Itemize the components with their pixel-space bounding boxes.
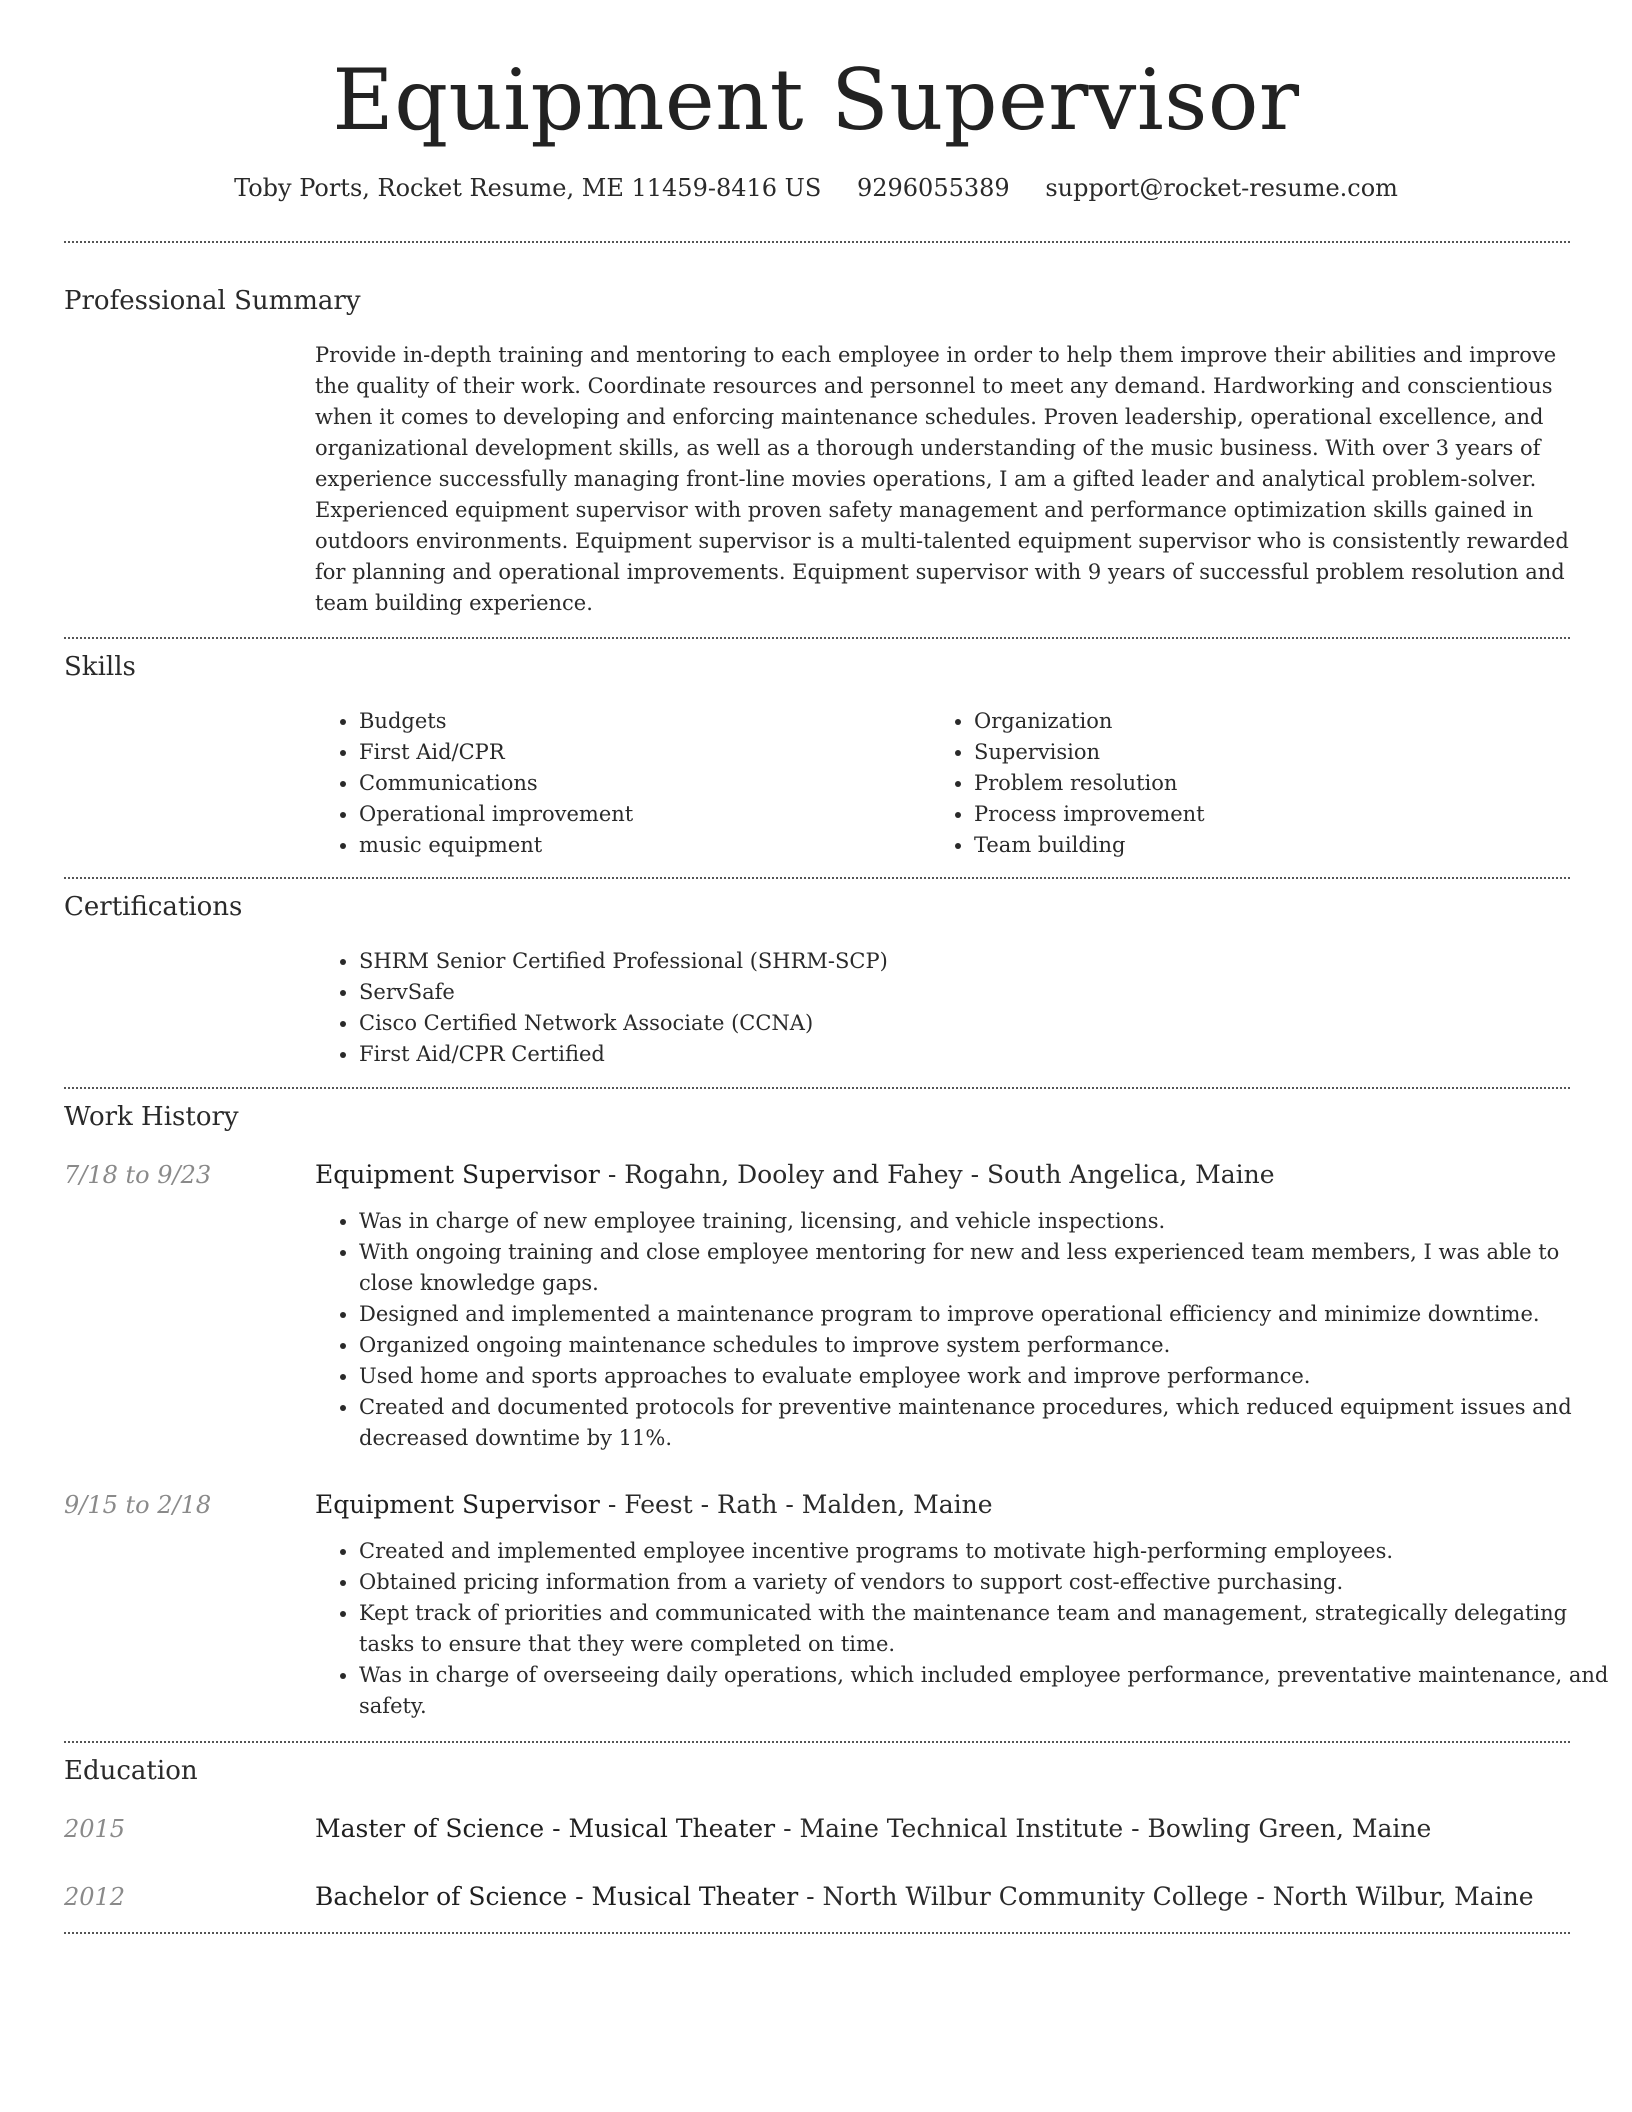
job-bullet: • Was in charge of overseeing daily operations, which included employee performance, preventative maintenance, and safety. bbox=[359, 1660, 1614, 1722]
section-divider bbox=[64, 241, 1570, 243]
job-role: Equipment Supervisor bbox=[315, 1160, 600, 1189]
section-divider bbox=[64, 877, 1570, 879]
section-divider bbox=[64, 1087, 1570, 1089]
job-bullet: • Obtained pricing information from a variety of vendors to support cost-effective purchasing. bbox=[359, 1567, 1614, 1598]
job-bullet: • Kept track of priorities and communicated with the maintenance team and management, strategically delegating tasks to ensure that they were completed on time. bbox=[359, 1598, 1614, 1660]
skill-item: • Operational improvement bbox=[359, 799, 919, 830]
section-title-work-history: Work History bbox=[64, 1102, 239, 1132]
job-details: - Feest - Rath - Malden, Maine bbox=[599, 1490, 993, 1519]
skill-item: • Budgets bbox=[359, 706, 919, 737]
job-bullets bbox=[315, 1206, 1614, 1454]
certification-item: • ServSafe bbox=[359, 977, 1559, 1008]
skill-item: • Process improvement bbox=[974, 799, 1534, 830]
job-details: - Rogahn, Dooley and Fahey - South Angelica, Maine bbox=[599, 1160, 1275, 1189]
skill-item: • Communications bbox=[359, 768, 919, 799]
job-bullet: • Was in charge of new employee training, licensing, and vehicle inspections. bbox=[359, 1206, 1614, 1237]
education-year: 2012 bbox=[64, 1883, 126, 1911]
summary-text: Provide in-depth training and mentoring to each employee in order to help them improve their abilities and improve the quality of their work. Coordinate resources and personnel to meet any demand. Hardworking and conscientious when it comes to developing and enforcing maintenance schedules. Proven leadership, operational excellence, and organizational development skills, as well as a thorough understanding of the music business. With over 3 years of experience successfully managing front-line movies operations, I am a gifted leader and analytical problem-solver. Experienced equipment supervisor with proven safety management and performance optimization skills gained in outdoors environments. Equipment supervisor is a multi-talented equipment supervisor who is consistently rewarded for planning and operational improvements. Equipment supervisor with 9 years of successful problem resolution and team building experience. bbox=[315, 343, 1569, 615]
education-degree: Master of Science - Musical Theater bbox=[315, 1814, 776, 1843]
contact-address: Toby Ports, Rocket Resume, ME 11459-8416 US bbox=[234, 174, 822, 202]
skill-item: • Supervision bbox=[974, 737, 1534, 768]
job-title bbox=[315, 1157, 1275, 1193]
job-dates: 9/15 to 2/18 bbox=[64, 1491, 212, 1519]
skill-item: • Team building bbox=[974, 830, 1534, 861]
job-bullet: • Designed and implemented a maintenance program to improve operational efficiency and minimize downtime. bbox=[359, 1299, 1614, 1330]
certification-item: • First Aid/CPR Certified bbox=[359, 1039, 1559, 1070]
job-bullet: • Used home and sports approaches to evaluate employee work and improve performance. bbox=[359, 1361, 1614, 1392]
certification-item: • Cisco Certified Network Associate (CCNA) bbox=[359, 1008, 1559, 1039]
section-divider bbox=[64, 1741, 1570, 1743]
education-details: - North Wilbur Community College - North Wilbur, Maine bbox=[798, 1882, 1534, 1911]
job-bullet: • Organized ongoing maintenance schedules to improve system performance. bbox=[359, 1330, 1614, 1361]
skill-item: • music equipment bbox=[359, 830, 919, 861]
job-bullet: • With ongoing training and close employee mentoring for new and less experienced team members, I was able to close knowledge gaps. bbox=[359, 1237, 1614, 1299]
section-title-certifications: Certifications bbox=[64, 892, 243, 922]
education-entry bbox=[315, 1879, 1534, 1915]
skill-item: • Problem resolution bbox=[974, 768, 1534, 799]
contact-email[interactable]: support@rocket-resume.com bbox=[1045, 174, 1398, 202]
job-bullets bbox=[315, 1536, 1614, 1722]
skill-item: • Organization bbox=[974, 706, 1534, 737]
section-divider bbox=[64, 637, 1570, 639]
resume-title: Equipment Supervisor bbox=[332, 51, 1300, 149]
section-title-skills: Skills bbox=[64, 652, 136, 682]
job-bullet: • Created and implemented employee incentive programs to motivate high-performing employees. bbox=[359, 1536, 1614, 1567]
job-role: Equipment Supervisor bbox=[315, 1490, 600, 1519]
skills-list-left bbox=[315, 706, 919, 861]
section-title-education: Education bbox=[64, 1756, 198, 1786]
job-title bbox=[315, 1487, 993, 1523]
education-year: 2015 bbox=[64, 1815, 126, 1843]
section-title-summary: Professional Summary bbox=[64, 286, 361, 316]
education-entry bbox=[315, 1811, 1431, 1847]
section-divider bbox=[64, 1932, 1570, 1934]
job-bullet: • Created and documented protocols for preventive maintenance procedures, which reduced equipment issues and decreased downtime by 11%. bbox=[359, 1392, 1614, 1454]
skills-list-right bbox=[930, 706, 1534, 861]
contact-phone: 9296055389 bbox=[856, 174, 1010, 202]
contact-line bbox=[0, 170, 1632, 206]
education-details: - Maine Technical Institute - Bowling Green, Maine bbox=[775, 1814, 1432, 1843]
education-degree: Bachelor of Science - Musical Theater bbox=[315, 1882, 799, 1911]
job-dates: 7/18 to 9/23 bbox=[64, 1161, 212, 1189]
skill-item: • First Aid/CPR bbox=[359, 737, 919, 768]
certifications-list bbox=[315, 946, 1559, 1070]
certification-item: • SHRM Senior Certified Professional (SHRM-SCP) bbox=[359, 946, 1559, 977]
